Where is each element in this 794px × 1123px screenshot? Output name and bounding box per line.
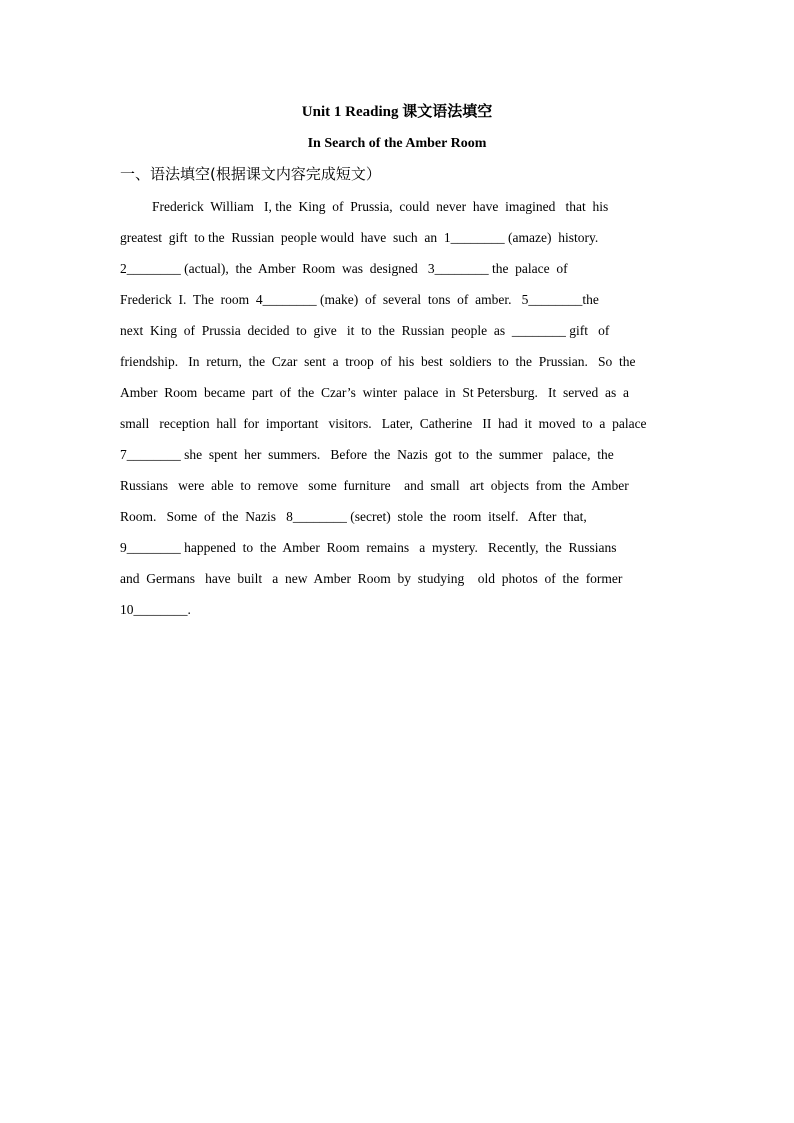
passage-title: In Search of the Amber Room: [307, 136, 487, 151]
passage-line: Russians were able to remove some furniture and small art objects from the Amber: [120, 478, 629, 493]
passage-line: 10________.: [120, 602, 191, 617]
document-title: Unit 1 Reading 课文语法填空: [301, 104, 493, 120]
section-heading: 一、语法填空(根据课文内容完成短文）: [120, 165, 381, 183]
passage-line: small reception hall for important visitors. Later, Catherine II had it moved to a palace: [120, 416, 647, 431]
passage-line: and Germans have built a new Amber Room by studying old photos of the former: [120, 571, 623, 586]
passage-line: Amber Room became part of the Czar’s winter palace in St Petersburg. It served as a: [120, 385, 629, 400]
passage-line: Room. Some of the Nazis 8________ (secret) stole the room itself. After that,: [120, 509, 587, 524]
passage-line: next King of Prussia decided to give it to the Russian people as ________ gift of: [120, 323, 610, 338]
passage-line: Frederick William I, the King of Prussia, could never have imagined that his: [152, 199, 609, 214]
passage-line: greatest gift to the Russian people would have such an 1________ (amaze) history.: [120, 230, 599, 245]
passage-line: 7________ she spent her summers. Before the Nazis got to the summer palace, the: [120, 447, 614, 462]
passage-line: Frederick I. The room 4________ (make) of several tons of amber. 5________the: [120, 292, 599, 307]
passage-line: friendship. In return, the Czar sent a troop of his best soldiers to the Prussian. So the: [120, 354, 636, 369]
passage: [120, 194, 680, 628]
passage-line: 2________ (actual), the Amber Room was designed 3________ the palace of: [120, 261, 568, 276]
passage-line: 9________ happened to the Amber Room remains a mystery. Recently, the Russians: [120, 540, 617, 555]
